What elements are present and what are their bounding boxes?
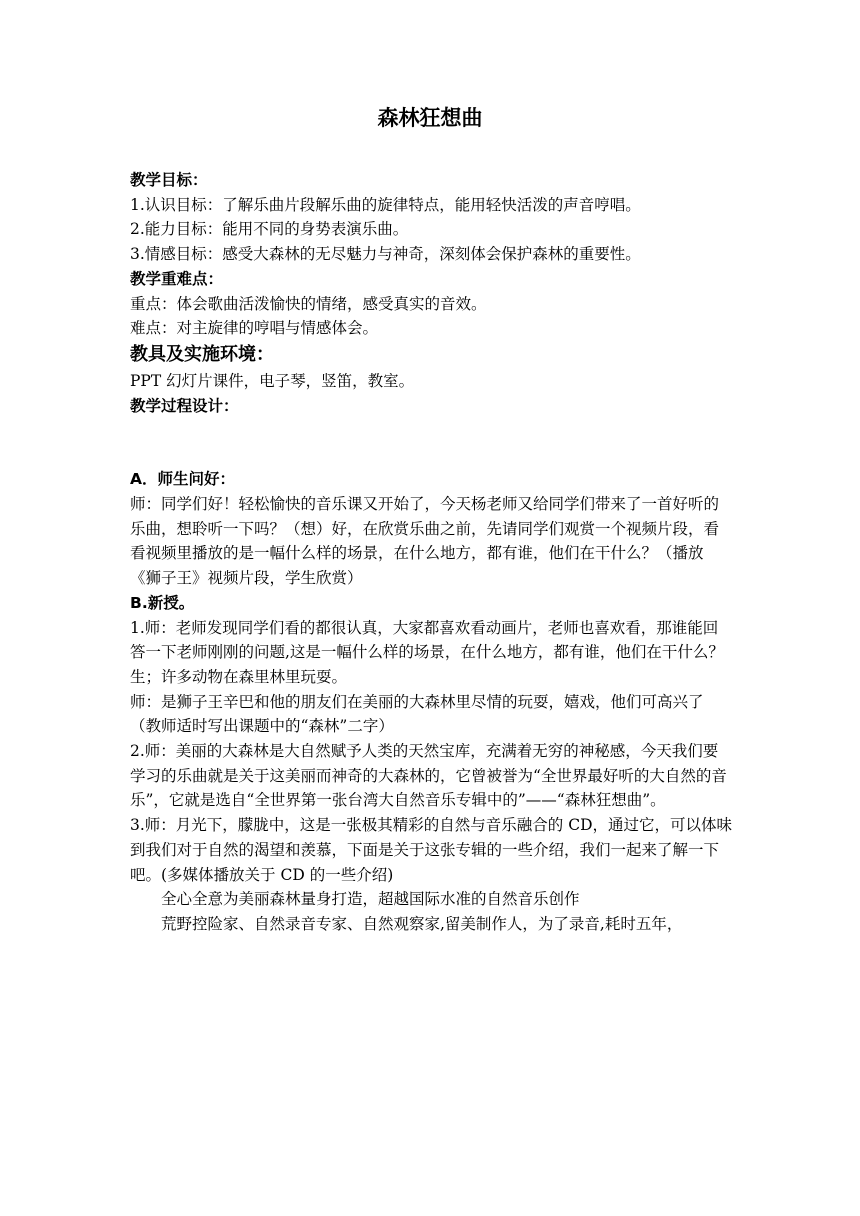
objective-item: 1.认识目标：了解乐曲片段解乐曲的旋律特点，能用轻快活泼的声音哼唱。 xyxy=(130,195,641,214)
document-body xyxy=(130,168,732,937)
page-title: 森林狂想曲 xyxy=(377,106,483,130)
intro-line: 全心全意为美丽森林量身打造，超越国际水准的自然音乐创作 xyxy=(161,890,580,909)
intro-line: 荒野控险家、自然录音专家、自然观察家,留美制作人，为了录音,耗时五年， xyxy=(161,914,683,933)
keypoints-heading: 教学重难点： xyxy=(130,269,224,288)
part-b-paragraph: 3.师：月光下，朦胧中，这是一张极其精彩的自然与音乐融合的 CD，通过它，可以体味到我们对于自然的渴望和羡慕，下面是关于这张专辑的一些介绍，我们一起来了解一下吧。(多媒体播放关于 CD 的一些介绍) xyxy=(130,816,733,884)
part-b-paragraph: 师：是狮子王辛巴和他的朋友们在美丽的大森林里尽情的玩耍，嬉戏，他们可高兴了（教师适时写出课题中的“森林”二字） xyxy=(130,692,704,736)
part-b-heading: B.新授。 xyxy=(130,593,195,612)
keypoint-item: 难点：对主旋律的哼唱与情感体会。 xyxy=(130,319,379,338)
part-a-heading: A．师生问好： xyxy=(130,470,235,489)
objectives-heading: 教学目标： xyxy=(130,171,208,189)
objective-item: 3.情感目标：感受大森林的无尽魅力与神奇，深刻体会保护森林的重要性。 xyxy=(130,245,641,264)
part-b-paragraph: 生；许多动物在森里林里玩耍。 xyxy=(130,667,348,686)
part-a-text: 师：同学们好！轻松愉快的音乐课又开始了，今天杨老师又给同学们带来了一首好听的乐曲，想聆听一下吗？（想）好，在欣赏乐曲之前，先请同学们观赏一个视频片段，看看视频里播放的是一幅什么样的场景，在什么地方，都有谁，他们在干什么？（播放《狮子王》视频片段，学生欣赏） xyxy=(130,495,720,588)
tools-heading: 教具及实施环境： xyxy=(130,343,274,365)
tools-text: PPT 幻灯片课件，电子琴，竖笛，教室。 xyxy=(130,371,415,390)
objective-item: 2.能力目标：能用不同的身势表演乐曲。 xyxy=(130,220,409,239)
process-heading: 教学过程设计： xyxy=(130,396,239,415)
part-b-paragraph: 2.师：美丽的大森林是大自然赋予人类的天然宝库，充满着无穷的神秘感，今天我们要学习的乐曲就是关于这美丽而神奇的大森林的，它曾被誉为“全世界最好听的大自然的音乐”，它就是选自“全世界第一张台湾大自然音乐专辑中的”——“森林狂想曲”。 xyxy=(130,742,727,810)
keypoint-item: 重点：体会歌曲活泼愉快的情绪，感受真实的音效。 xyxy=(130,294,487,313)
blank-line xyxy=(130,418,732,467)
part-b-paragraph: 1.师：老师发现同学们看的都很认真，大家都喜欢看动画片，老师也喜欢看，那谁能回答一下老师刚刚的问题,这是一幅什么样的场景，在什么地方，都有谁，他们在干什么？ xyxy=(130,618,724,662)
